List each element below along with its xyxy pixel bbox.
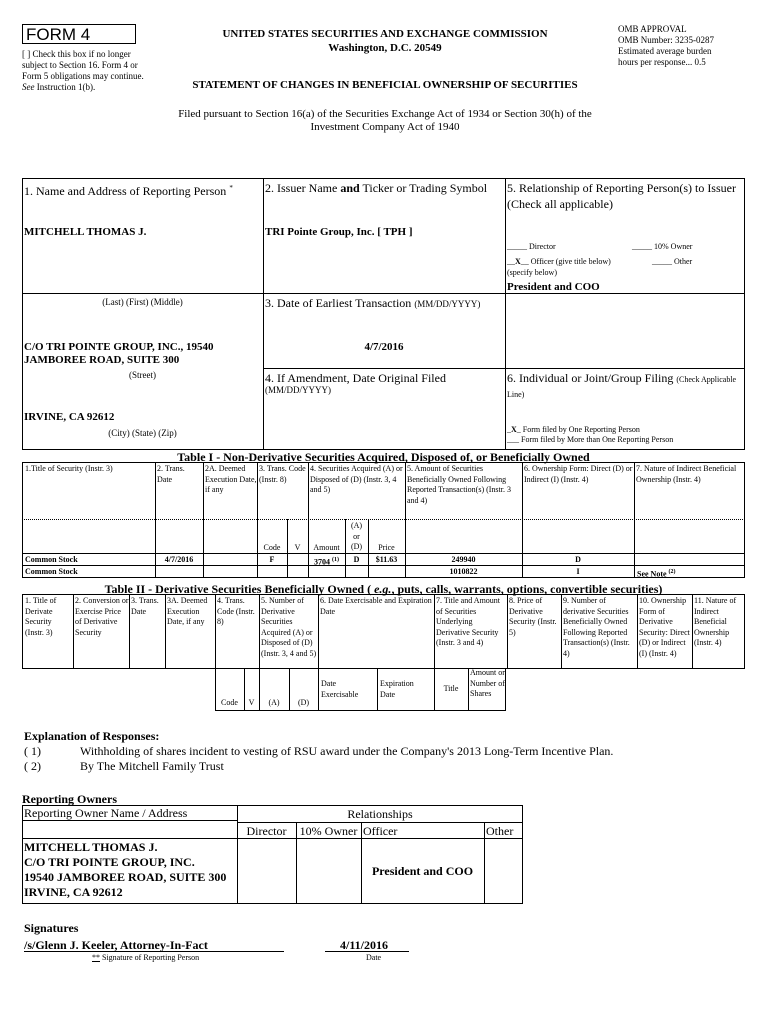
- t2-h-nature: 11. Nature of Indirect Beneficial Ownership (Instr. 4): [694, 596, 737, 647]
- reporting-owners-heading: Reporting Owners: [22, 792, 117, 806]
- t2-sub-amount: Amount or Number of Shares: [470, 668, 505, 698]
- filing-one: _X_ Form filed by One Reporting Person: [507, 425, 640, 434]
- earliest-transaction-date: 4/7/2016: [364, 341, 404, 353]
- owner-line-3: 19540 JAMBOREE ROAD, SUITE 300: [24, 870, 227, 884]
- issuer-name: TRI Pointe Group, Inc. [ TPH ]: [265, 226, 413, 238]
- owners-col-ten-pct: 10% Owner: [299, 824, 358, 838]
- t1-sub-code: Code: [263, 543, 281, 552]
- box5-label-sub: (Check all applicable): [507, 197, 613, 211]
- t2-h-exercisable: 6. Date Exercisable and Expiration Date: [320, 596, 432, 616]
- statement-title: STATEMENT OF CHANGES IN BENEFICIAL OWNERSHIP OF SECURITIES: [192, 79, 578, 91]
- owners-col-relationships: Relationships: [347, 807, 413, 821]
- omb-box: [618, 24, 758, 68]
- box2-label-and: and: [340, 181, 360, 195]
- omb-approval: OMB APPROVAL: [618, 24, 687, 34]
- t2-h-price: 8. Price of Derivative Security (Instr. 5): [509, 596, 557, 637]
- owner-address: [24, 840, 236, 900]
- signature-date: 4/11/2016: [340, 938, 389, 952]
- rel-officer-x: X: [515, 257, 521, 266]
- t1-sub-v: V: [294, 543, 301, 552]
- checkbox-note: [22, 49, 150, 93]
- box3-label: 3. Date of Earliest Transaction (MM/DD/YYYY): [265, 296, 481, 310]
- agency-location: Washington, D.C. 20549: [328, 42, 442, 54]
- reporting-person-name: MITCHELL THOMAS J.: [24, 226, 147, 238]
- t1-h-acquired: 4. Securities Acquired (A) or Disposed of (D) (Instr. 3, 4 and 5): [310, 464, 403, 494]
- t2-h-owned: 9. Number of derivative Securities Beneficially Owned Following Reported Transaction(s) (Instr. 4): [563, 596, 630, 658]
- form-title: FORM 4: [22, 24, 136, 44]
- box1-marker: *: [229, 184, 233, 192]
- t2-h-form: 10. Ownership Form of Derivative Security: Direct (D) or Indirect (I) (Instr. 4): [639, 596, 690, 658]
- t2-h-number: 5. Number of Derivative Securities Acquired (A) or Disposed of (D) (Instr. 3, 4 and 5): [261, 596, 317, 658]
- explanation-text-2: By The Mitchell Family Trust: [80, 759, 224, 773]
- t1-r2-nature-fn: (2): [668, 569, 676, 575]
- t1-h-owned: 5. Amount of Securities Beneficially Owned Following Reported Transaction(s) (Instr. 3 and 4): [407, 464, 511, 505]
- explanation-num-1: ( 1): [24, 744, 41, 758]
- date-label: Date: [366, 953, 382, 962]
- name-parts-label: (Last) (First) (Middle): [102, 297, 183, 307]
- explanation-text-1: Withholding of shares incident to vesting of RSU award under the Company's 2013 Long-Term Incentive Plan.: [80, 744, 614, 758]
- t1-h-code: 3. Trans. Code (Instr. 8): [259, 464, 306, 484]
- t1-h-nature: 7. Nature of Indirect Beneficial Ownership (Instr. 4): [636, 464, 737, 484]
- signer-name: /s/Glenn J. Keeler, Attorney-In-Fact: [24, 938, 208, 952]
- box6-label-small: (Check Applicable Line): [507, 375, 737, 399]
- t1-r1-date: 4/7/2016: [164, 555, 194, 564]
- t1-h-title: 1.Title of Security (Instr. 3): [25, 464, 113, 473]
- filed-pursuant-line1: Filed pursuant to Section 16(a) of the Securities Exchange Act of 1934 or Section 30(h) of the: [178, 108, 592, 120]
- t2-sub-v: V: [248, 698, 255, 707]
- table1-title: Table I - Non-Derivative Securities Acquired, Disposed of, or Beneficially Owned: [177, 450, 590, 464]
- box4-label-small: (MM/DD/YYYY): [265, 385, 331, 395]
- t1-r1-amount-fn: (1): [332, 557, 339, 563]
- checkbox-note-text: [ ] Check this box if no longer subject to Section 16. Form 4 or Form 5 obligations may continue.: [22, 49, 144, 81]
- owners-col-officer: Officer: [363, 824, 398, 838]
- t2-h-conversion: 2. Conversion or Exercise Price of Derivative Security: [75, 596, 129, 637]
- owner-line-4: IRVINE, CA 92612: [24, 885, 123, 899]
- filed-pursuant-line2: Investment Company Act of 1940: [310, 121, 460, 133]
- box6-label: 6. Individual or Joint/Group Filing (Check Applicable Line): [507, 371, 737, 399]
- box5-label: 5. Relationship of Reporting Person(s) to Issuer (Check all applicable): [507, 181, 747, 211]
- checkbox-note-instr: Instruction 1(b).: [36, 82, 96, 92]
- filing-one-x: X: [511, 425, 517, 434]
- explanation-num-2: ( 2): [24, 759, 41, 773]
- checkbox-note-see: See: [22, 82, 35, 92]
- omb-number: OMB Number: 3235-0287: [618, 35, 714, 45]
- signatures-heading: Signatures: [24, 921, 79, 935]
- omb-hours: hours per response... 0.5: [618, 57, 706, 67]
- box1-label: 1. Name and Address of Reporting Person *: [24, 184, 233, 198]
- t2-sub-code: Code: [221, 698, 238, 707]
- t1-r2-owned: 1010822: [449, 567, 478, 576]
- rel-officer: __X__ Officer (give title below): [507, 257, 611, 266]
- omb-burden: Estimated average burden: [618, 46, 712, 56]
- t2-sub-d: (D): [297, 698, 310, 707]
- owner-line-2: C/O TRI POINTE GROUP, INC.: [24, 855, 195, 869]
- t1-r2-nature: See Note $^{(2)}$: [637, 569, 676, 579]
- city-label: (City) (State) (Zip): [108, 428, 177, 438]
- t1-sub-price: Price: [378, 543, 395, 552]
- t2-sub-date-ex: Date Exercisable: [321, 679, 359, 699]
- rel-director: _____ Director: [507, 242, 556, 251]
- t1-r1-form: D: [575, 555, 581, 564]
- owner-officer-title: President and COO: [371, 864, 474, 878]
- t1-r1-ad: D: [353, 555, 360, 564]
- t2-h-title: 1. Title of Derivate Security (Instr. 3): [25, 596, 57, 637]
- owners-col-other: Other: [486, 824, 514, 838]
- t1-h-deemed: 2A. Deemed Execution Date, if any: [205, 464, 257, 494]
- table-row: Common Stock: [25, 567, 78, 576]
- filing-more: ___ Form filed by More than One Reporting Person: [507, 435, 674, 444]
- t1-h-form: 6. Ownership Form: Direct (D) or Indirect (I) (Instr. 4): [524, 464, 633, 484]
- reporting-person-city: IRVINE, CA 92612: [24, 411, 115, 423]
- t1-sub-ad: (A) or (D): [350, 521, 363, 551]
- box4-label: 4. If Amendment, Date Original Filed: [265, 371, 446, 385]
- rel-ten-pct: _____ 10% Owner: [632, 242, 693, 251]
- officer-title: President and COO: [507, 281, 600, 293]
- t1-r1-price: $11.63: [375, 555, 398, 564]
- signature-label: ** Signature of Reporting Person: [92, 953, 200, 962]
- t1-r1-amount: 3704 $^{(1)}$: [314, 557, 339, 567]
- table-row: Common Stock: [25, 555, 78, 564]
- signature-stars: **: [92, 953, 100, 962]
- table2-title: Table II - Derivative Securities Beneficially Owned ( e.g., puts, calls, warrants, options, convertible securities): [104, 582, 663, 596]
- t2-h-deemed: 3A. Deemed Execution Date, if any: [167, 596, 208, 626]
- owners-col-director: Director: [246, 824, 287, 838]
- filed-pursuant: [100, 108, 670, 134]
- t1-sub-amount: Amount: [313, 543, 340, 552]
- agency-name: UNITED STATES SECURITIES AND EXCHANGE COMMISSION: [222, 28, 548, 40]
- t1-r1-code: F: [269, 555, 275, 564]
- t2-h-underlying: 7. Title and Amount of Securities Underlying Derivative Security (Instr. 3 and 4): [436, 596, 501, 647]
- t2-sub-a: (A): [268, 698, 280, 707]
- box3-label-small: (MM/DD/YYYY): [414, 299, 481, 309]
- t1-r2-form: I: [576, 567, 580, 576]
- street-label: (Street): [129, 370, 156, 380]
- t1-r1-owned: 249940: [451, 555, 476, 564]
- top-boxes-frame: [22, 178, 745, 450]
- box2-label: 2. Issuer Name and Ticker or Trading Symbol: [265, 181, 488, 195]
- rel-other: _____ Other (specify below): [507, 257, 693, 277]
- owners-col-name: Reporting Owner Name / Address: [24, 806, 188, 820]
- explanation-heading: Explanation of Responses:: [24, 729, 160, 743]
- owner-line-1: MITCHELL THOMAS J.: [24, 840, 158, 854]
- table2-title-eg: e.g.: [374, 582, 392, 596]
- t1-h-date: 2. Trans. Date: [157, 464, 185, 484]
- t2-sub-title: Title: [443, 684, 459, 693]
- t2-h-code: 4. Trans. Code (Instr. 8): [217, 596, 255, 626]
- reporting-person-street: C/O TRI POINTE GROUP, INC., 19540 JAMBOREE ROAD, SUITE 300: [24, 341, 214, 366]
- t2-h-date: 3. Trans. Date: [131, 596, 159, 616]
- t2-sub-exp: Expiration Date: [380, 679, 414, 699]
